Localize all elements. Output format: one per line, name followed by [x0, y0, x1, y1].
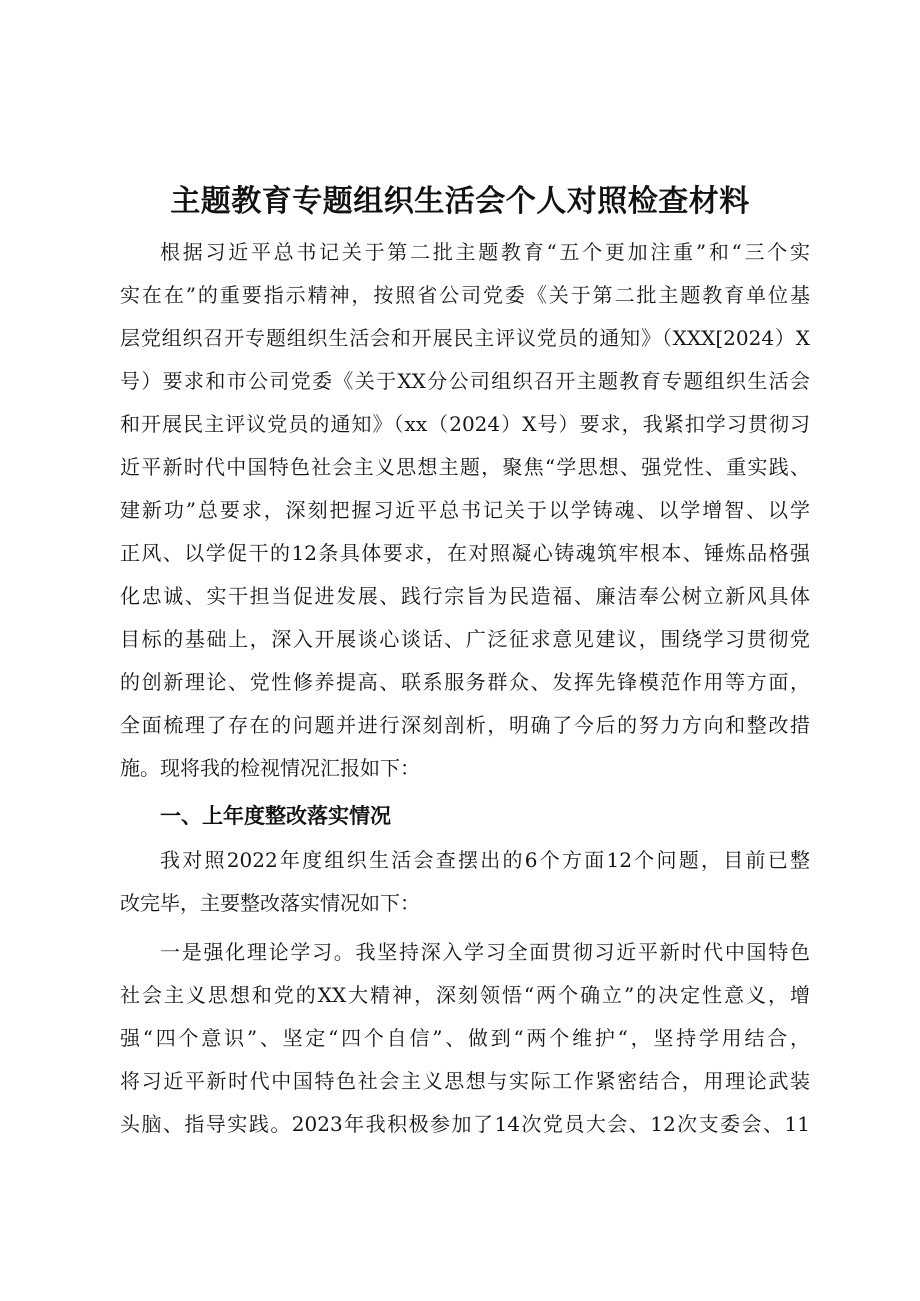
paragraph-line: 头脑、指导实践。2023年我积极参加了14次党员大会、12次支委会、11	[120, 1112, 810, 1136]
paragraph-line: 改完毕，主要整改落实情况如下：	[120, 891, 420, 915]
intro-line: 实在在”的重要指示精神，按照省公司党委《关于第二批主题教育单位基	[120, 283, 810, 307]
paragraph-line: 社会主义思想和党的XX大精神，深刻领悟“两个确立”的决定性意义，增	[120, 983, 810, 1007]
intro-line: 化忠诚、实干担当促进发展、践行宗旨为民造福、廉洁奉公树立新风具体	[120, 584, 810, 608]
intro-line: 建新功”总要求，深刻把握习近平总书记关于以学铸魂、以学增智、以学	[120, 498, 810, 522]
intro-line: 近平新时代中国特色社会主义思想主题，聚焦“学思想、强党性、重实践、	[120, 455, 810, 479]
section-heading: 一、上年度整改落实情况	[160, 804, 391, 828]
intro-line: 的创新理论、党性修养提高、联系服务群众、发挥先锋模范作用等方面，	[120, 670, 810, 694]
intro-line: 正风、以学促干的12条具体要求，在对照凝心铸魂筑牢根本、锤炼品格强	[120, 541, 810, 565]
intro-line: 根据习近平总书记关于第二批主题教育“五个更加注重”和“三个实	[160, 240, 810, 264]
intro-line: 号）要求和市公司党委《关于XX分公司组织召开主题教育专题组织生活会	[120, 369, 810, 393]
document-title: 主题教育专题组织生活会个人对照检查材料	[170, 184, 750, 219]
intro-line: 层党组织召开专题组织生活会和开展民主评议党员的通知》（XXX[2024）X	[120, 326, 810, 350]
intro-line: 施。现将我的检视情况汇报如下：	[120, 756, 420, 780]
paragraph-line: 强“四个意识”、坚定“四个自信”、做到“两个维护“，坚持学用结合，	[120, 1026, 810, 1050]
paragraph-line: 我对照2022年度组织生活会查摆出的6个方面12个问题，目前已整	[160, 848, 810, 872]
paragraph-line: 一是强化理论学习。我坚持深入学习全面贯彻习近平新时代中国特色	[160, 940, 810, 964]
intro-line: 全面梳理了存在的问题并进行深刻剖析，明确了今后的努力方向和整改措	[120, 713, 810, 737]
intro-line: 目标的基础上，深入开展谈心谈话、广泛征求意见建议，围绕学习贯彻党	[120, 627, 810, 651]
intro-line: 和开展民主评议党员的通知》（xx（2024）X号）要求，我紧扣学习贯彻习	[120, 412, 810, 436]
paragraph-line: 将习近平新时代中国特色社会主义思想与实际工作紧密结合，用理论武装	[120, 1069, 810, 1093]
